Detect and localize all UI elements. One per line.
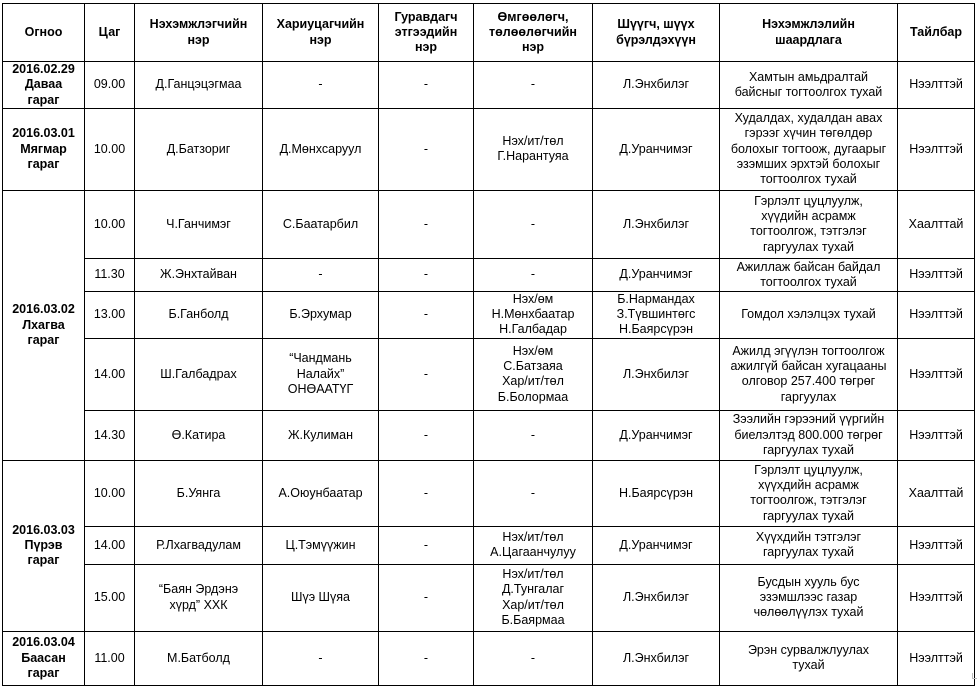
judge-text: Д.Уранчимэг xyxy=(619,267,693,282)
header-defendant xyxy=(263,4,379,62)
header-third-party-text: Гуравдагч xyxy=(394,9,458,24)
header-plaintiff xyxy=(135,4,263,62)
defendant-text: - xyxy=(318,650,323,665)
defendant-cell xyxy=(263,62,379,109)
judge-text: Н.Баярсүрэн xyxy=(618,485,694,500)
lawyer-text: Хар/ит/төл xyxy=(502,597,564,612)
defendant-cell xyxy=(263,258,379,291)
plaintiff-text: Б.Ганболд xyxy=(168,307,229,322)
plaintiff-cell xyxy=(135,291,263,338)
lawyer-text: Хар/ит/төл xyxy=(502,374,564,389)
header-judge-text: бүрэлдэхүүн xyxy=(616,32,696,47)
date-text: 2016.02.29 xyxy=(12,62,75,76)
claim-text: гэрээг хүчин төгөлдөр xyxy=(744,126,873,141)
judge-cell xyxy=(593,190,720,258)
header-lawyer-text: Өмгөөлөгч, xyxy=(497,9,569,24)
resize-corner-icon xyxy=(972,673,977,679)
lawyer-text: - xyxy=(530,267,536,282)
claim-text: Худалдах, худалдан авах xyxy=(734,111,883,126)
claim-text: Гомдол хэлэлцэх тухай xyxy=(741,307,876,322)
defendant-cell xyxy=(263,564,379,631)
defendant-cell xyxy=(263,631,379,685)
time-cell: 13.00 xyxy=(85,291,135,338)
defendant-cell xyxy=(263,190,379,258)
note-cell: Нээлттэй xyxy=(898,564,975,631)
date-cell xyxy=(3,460,85,631)
lawyer-text: Нэх/өм xyxy=(512,291,554,306)
time-cell: 14.00 xyxy=(85,338,135,410)
claim-text: Эрэн сурвалжлуулах xyxy=(747,642,870,657)
claim-text: ажилгүй байсан хугацааны xyxy=(730,358,887,373)
header-plaintiff-text: Нэхэмжлэгчийн xyxy=(149,17,248,32)
lawyer-cell xyxy=(474,460,593,526)
header-lawyer-text: төлөөлөгчийн xyxy=(489,24,577,39)
table-row xyxy=(3,258,975,291)
plaintiff-cell xyxy=(135,62,263,109)
table-row xyxy=(3,62,975,109)
plaintiff-cell xyxy=(135,564,263,631)
lawyer-text: - xyxy=(530,650,536,665)
third-party-cell: - xyxy=(379,338,474,410)
time-cell: 11.30 xyxy=(85,258,135,291)
header-third-party-text: этгээдийн xyxy=(394,24,458,39)
third-party-cell: - xyxy=(379,291,474,338)
plaintiff-cell xyxy=(135,108,263,190)
judge-text: Л.Энхбилэг xyxy=(622,650,690,665)
third-party-cell: - xyxy=(379,526,474,564)
header-time-text: Цаг xyxy=(98,24,121,39)
date-text: Лхагва xyxy=(22,317,65,332)
header-defendant-text: нэр xyxy=(309,32,332,47)
judge-cell xyxy=(593,338,720,410)
plaintiff-text: хүрд” ХХК xyxy=(169,597,228,612)
lawyer-text: А.Цагаанчулуу xyxy=(490,545,576,560)
lawyer-cell xyxy=(474,108,593,190)
table-row xyxy=(3,410,975,460)
lawyer-text: Н.Мөнхбаатар xyxy=(491,307,575,322)
claim-text: Хүүхдийн тэтгэлэг xyxy=(755,529,862,544)
note-cell: Нээлттэй xyxy=(898,258,975,291)
table-body xyxy=(3,62,975,686)
lawyer-text: - xyxy=(530,216,536,231)
claim-cell xyxy=(720,62,898,109)
date-text: Даваа xyxy=(24,77,63,92)
judge-text: Л.Энхбилэг xyxy=(622,216,690,231)
claim-cell xyxy=(720,631,898,685)
defendant-text: Ж.Кулиман xyxy=(288,427,353,442)
judge-cell xyxy=(593,631,720,685)
claim-cell xyxy=(720,190,898,258)
note-cell: Нээлттэй xyxy=(898,108,975,190)
claim-cell xyxy=(720,460,898,526)
defendant-text: С.Баатарбил xyxy=(282,216,359,231)
third-party-cell: - xyxy=(379,410,474,460)
defendant-text: А.Оюунбаатар xyxy=(278,485,363,500)
claim-text: тухай xyxy=(792,658,825,673)
lawyer-text: Б.Болормаа xyxy=(497,389,569,404)
claim-text: гаргуулах тухай xyxy=(762,239,855,254)
date-text: Баасан xyxy=(21,650,66,665)
table-row xyxy=(3,564,975,631)
plaintiff-text: Ш.Галбадрах xyxy=(160,366,237,381)
claim-text: гаргуулах тухай xyxy=(762,442,855,457)
claim-text: эзэмших эрхтэй болохыг xyxy=(736,157,881,172)
judge-text: Н.Баярсүрэн xyxy=(618,322,694,337)
defendant-text: Шүэ Шүяа xyxy=(291,590,350,605)
defendant-text: Ц.Тэмүүжин xyxy=(285,537,356,552)
defendant-text: Д.Мөнхсаруул xyxy=(279,141,362,156)
claim-text: олговор 257.400 төгрөг xyxy=(741,374,876,389)
judge-text: Л.Энхбилэг xyxy=(622,590,690,605)
note-cell: Хаалттай xyxy=(898,460,975,526)
table-row xyxy=(3,338,975,410)
lawyer-text: Нэх/ит/төл xyxy=(502,529,564,544)
judge-text: З.Түвшинтөгс xyxy=(616,307,696,322)
note-cell: Нээлттэй xyxy=(898,410,975,460)
claim-text: гаргуулах тухай xyxy=(762,508,855,523)
plaintiff-text: Д.Ганцэцэгмаа xyxy=(155,77,242,92)
defendant-text: - xyxy=(318,267,323,282)
lawyer-text: Б.Баярмаа xyxy=(501,613,565,628)
judge-text: Д.Уранчимэг xyxy=(619,141,693,156)
defendant-cell xyxy=(263,460,379,526)
third-party-cell: - xyxy=(379,190,474,258)
header-judge xyxy=(593,4,720,62)
claim-text: биелэлтэд 800.000 төгрөг xyxy=(734,427,883,442)
lawyer-cell xyxy=(474,410,593,460)
plaintiff-cell xyxy=(135,410,263,460)
claim-text: болохыг тогтоож, дугаарыг xyxy=(730,141,887,156)
lawyer-cell xyxy=(474,258,593,291)
claim-cell xyxy=(720,108,898,190)
header-claim-text: шаардлага xyxy=(775,32,842,47)
header-row xyxy=(3,4,975,62)
time-cell: 15.00 xyxy=(85,564,135,631)
judge-text: Б.Нармандах xyxy=(617,291,695,306)
lawyer-text: - xyxy=(530,485,536,500)
claim-text: тогтоолгох тухай xyxy=(760,172,857,187)
defendant-text: “Чандмань xyxy=(289,351,352,366)
table-row xyxy=(3,291,975,338)
time-cell: 10.00 xyxy=(85,108,135,190)
lawyer-cell xyxy=(474,564,593,631)
date-text: 2016.03.02 xyxy=(12,302,75,317)
claim-cell xyxy=(720,291,898,338)
plaintiff-cell xyxy=(135,526,263,564)
judge-text: Д.Уранчимэг xyxy=(619,427,693,442)
claim-text: байсныг тогтоолгох тухай xyxy=(734,84,883,99)
date-text: 2016.03.01 xyxy=(12,126,75,141)
plaintiff-text: “Баян Эрдэнэ xyxy=(158,582,239,597)
header-date xyxy=(3,4,85,62)
judge-text: Д.Уранчимэг xyxy=(619,537,693,552)
date-text: гараг xyxy=(27,553,60,568)
claim-text: Гэрлэлт цуцлуулж, xyxy=(754,462,863,477)
judge-cell xyxy=(593,460,720,526)
date-text: гараг xyxy=(27,665,60,680)
note-cell: Нээлттэй xyxy=(898,631,975,685)
time-cell: 14.00 xyxy=(85,526,135,564)
claim-cell xyxy=(720,338,898,410)
note-cell: Нээлттэй xyxy=(898,62,975,109)
judge-text: Л.Энхбилэг xyxy=(622,77,690,92)
note-cell: Нээлттэй xyxy=(898,338,975,410)
time-cell: 10.00 xyxy=(85,190,135,258)
date-cell xyxy=(3,190,85,460)
note-cell: Нээлттэй xyxy=(898,291,975,338)
lawyer-text: Г.Нарантуяа xyxy=(497,149,569,164)
header-time xyxy=(85,4,135,62)
plaintiff-text: Б.Уянга xyxy=(176,485,221,500)
judge-text: Л.Энхбилэг xyxy=(622,366,690,381)
date-cell xyxy=(3,631,85,685)
claim-cell xyxy=(720,410,898,460)
judge-cell xyxy=(593,564,720,631)
date-text: гараг xyxy=(27,92,60,107)
header-lawyer-text: нэр xyxy=(521,40,545,55)
third-party-cell: - xyxy=(379,564,474,631)
lawyer-text: - xyxy=(530,427,536,442)
time-cell: 10.00 xyxy=(85,460,135,526)
claim-text: Хамтын амьдралтай xyxy=(748,69,869,84)
lawyer-text: Нэх/өм xyxy=(512,343,554,358)
note-cell: Хаалттай xyxy=(898,190,975,258)
date-text: Мягмар xyxy=(20,141,67,156)
plaintiff-text: Ч.Ганчимэг xyxy=(166,216,231,231)
lawyer-text: Д.Тунгалаг xyxy=(501,582,565,597)
judge-cell xyxy=(593,258,720,291)
plaintiff-cell xyxy=(135,338,263,410)
header-defendant-text: Хариуцагчийн xyxy=(276,17,365,32)
time-cell: 14.30 xyxy=(85,410,135,460)
third-party-cell: - xyxy=(379,108,474,190)
plaintiff-cell xyxy=(135,460,263,526)
defendant-text: Налайх” xyxy=(296,366,345,381)
third-party-cell: - xyxy=(379,62,474,109)
lawyer-cell xyxy=(474,62,593,109)
judge-cell xyxy=(593,108,720,190)
claim-cell xyxy=(720,258,898,291)
header-claim xyxy=(720,4,898,62)
defendant-cell xyxy=(263,108,379,190)
claim-cell xyxy=(720,564,898,631)
claim-text: Бусдын хууль бус xyxy=(757,574,860,589)
plaintiff-cell xyxy=(135,190,263,258)
third-party-cell: - xyxy=(379,258,474,291)
plaintiff-text: Р.Лхагвадулам xyxy=(156,537,241,552)
lawyer-cell xyxy=(474,526,593,564)
defendant-cell xyxy=(263,526,379,564)
claim-text: тогтоолгох тухай xyxy=(760,274,857,289)
defendant-text: - xyxy=(318,77,323,92)
table-row xyxy=(3,190,975,258)
claim-text: хүүдийн асрамж xyxy=(761,209,856,224)
header-third-party-text: нэр xyxy=(414,40,438,55)
claim-text: гаргуулах тухай xyxy=(762,545,855,560)
defendant-cell xyxy=(263,410,379,460)
claim-text: чөлөөлүүлэх тухай xyxy=(753,605,864,620)
date-text: 2016.03.04 xyxy=(12,635,75,650)
table-row xyxy=(3,108,975,190)
header-third-party xyxy=(379,4,474,62)
court-schedule-table xyxy=(2,3,975,686)
judge-cell xyxy=(593,526,720,564)
claim-text: Гэрлэлт цуцлуулж, xyxy=(754,193,863,208)
header-note xyxy=(898,4,975,62)
lawyer-text: Нэх/ит/төл xyxy=(502,134,564,149)
judge-cell xyxy=(593,410,720,460)
claim-text: Зээлийн гэрээний үүргийн xyxy=(732,412,885,427)
date-text: 2016.03.03 xyxy=(12,522,75,537)
lawyer-cell xyxy=(474,291,593,338)
header-claim-text: Нэхэмжлэлийн xyxy=(762,17,855,32)
third-party-cell: - xyxy=(379,460,474,526)
lawyer-cell xyxy=(474,631,593,685)
plaintiff-text: М.Батболд xyxy=(167,650,230,665)
defendant-cell xyxy=(263,338,379,410)
table-row xyxy=(3,526,975,564)
header-plaintiff-text: нэр xyxy=(187,32,210,47)
claim-text: эзэмшлээс газар xyxy=(759,590,858,605)
plaintiff-cell xyxy=(135,631,263,685)
time-cell: 11.00 xyxy=(85,631,135,685)
table-row xyxy=(3,460,975,526)
claim-text: хүүхдийн асрамж xyxy=(758,477,859,492)
header-lawyer xyxy=(474,4,593,62)
date-text: гараг xyxy=(27,332,60,347)
plaintiff-text: Ж.Энхтайван xyxy=(160,267,237,282)
header-judge-text: Шүүгч, шүүх xyxy=(617,17,695,32)
header-date-text: Огноо xyxy=(24,24,63,39)
lawyer-text: С.Батзаяа xyxy=(503,358,563,373)
lawyer-text: Нэх/ит/төл xyxy=(502,567,564,582)
claim-text: тогтоолгож, тэтгэлэг xyxy=(750,493,867,508)
date-cell xyxy=(3,62,85,109)
judge-cell xyxy=(593,291,720,338)
date-text: Пүрэв xyxy=(24,538,63,553)
claim-text: гаргуулах xyxy=(780,389,837,404)
claim-text: тогтоолгож, тэтгэлэг xyxy=(750,224,867,239)
claim-text: Ажиллаж байсан байдал xyxy=(736,259,881,274)
defendant-cell xyxy=(263,291,379,338)
header-note-text: Тайлбар xyxy=(909,24,963,39)
defendant-text: ОНӨААТҮГ xyxy=(287,381,354,396)
judge-cell xyxy=(593,62,720,109)
date-cell xyxy=(3,108,85,190)
table-row xyxy=(3,631,975,685)
plaintiff-cell xyxy=(135,258,263,291)
date-text: гараг xyxy=(27,157,60,172)
time-cell: 09.00 xyxy=(85,62,135,109)
defendant-text: Б.Эрхумар xyxy=(289,307,352,322)
lawyer-cell xyxy=(474,338,593,410)
third-party-cell: - xyxy=(379,631,474,685)
lawyer-text: Н.Галбадар xyxy=(499,322,567,337)
claim-text: Ажилд эгүүлэн тогтоолгож xyxy=(732,343,885,358)
plaintiff-text: Д.Батзориг xyxy=(166,141,231,156)
note-cell: Нээлттэй xyxy=(898,526,975,564)
lawyer-text: - xyxy=(530,77,536,92)
lawyer-cell xyxy=(474,190,593,258)
plaintiff-text: Ө.Катира xyxy=(171,427,226,442)
claim-cell xyxy=(720,526,898,564)
